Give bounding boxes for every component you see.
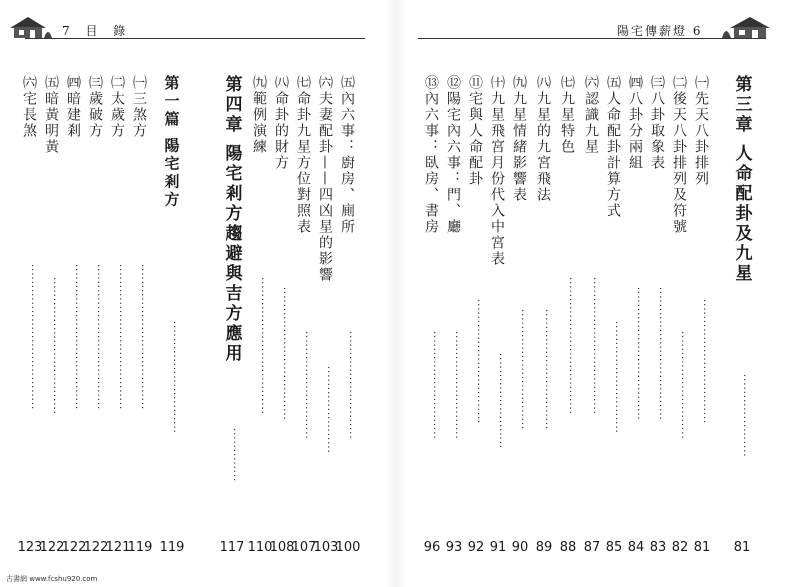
toc-page-number: 119 [159, 540, 185, 555]
toc-entry: ㈦命卦九星方位對照表 [295, 75, 311, 235]
toc-page-number: 100 [335, 540, 361, 555]
toc-entry: ㈩九星飛宮月份代入中宮表 [489, 75, 505, 267]
toc-entry: ㈧九星的九宮飛法 [535, 75, 551, 203]
dot-leader: ·························· [300, 331, 311, 440]
toc-entry: ㈡後天八卦排列及符號 [671, 75, 687, 235]
toc-entry: ⑬內六事：臥房、書房 [423, 75, 439, 235]
toc-page-number: 107 [291, 540, 317, 555]
toc-page-number: 85 [605, 540, 623, 555]
toc-page-number: 91 [489, 540, 507, 555]
dot-leader: ·························· [450, 331, 461, 440]
toc-page-number: 122 [61, 540, 87, 555]
dot-leader: ································ [632, 286, 643, 421]
page-gutter [385, 0, 407, 587]
toc-entry: ⑫陽宅內六事：門、廳 [445, 75, 461, 235]
toc-entry: ㈣八卦分兩組 [627, 75, 643, 171]
footer-watermark: 古書網 www.fcshu920.com [6, 575, 98, 583]
dot-leader: ············· [228, 428, 239, 483]
toc-page-number: 89 [535, 540, 553, 555]
dot-leader: ····························· [540, 308, 551, 431]
dot-leader: ·························· [344, 331, 355, 440]
dot-leader: ································· [564, 276, 575, 415]
toc-page-number: 81 [693, 540, 711, 555]
house-logo-icon [8, 14, 54, 40]
toc-page-number: 82 [671, 540, 689, 555]
dot-leader: ··························· [168, 321, 179, 434]
toc-page-number: 119 [127, 540, 153, 555]
toc-heading: 第四章 陽宅剎方趨避與吉方應用 [221, 75, 242, 364]
toc-entry: ㈢八卦取象表 [649, 75, 665, 171]
header-rule-left [25, 38, 365, 39]
toc-page-number: 123 [17, 540, 43, 555]
dot-leader: ································ [278, 286, 289, 421]
header-left: 7 目 錄 [62, 24, 132, 38]
toc-page-number: 122 [83, 540, 109, 555]
house-logo-icon [722, 14, 774, 40]
dot-leader: ···················· [738, 373, 749, 458]
toc-page-number: 81 [733, 540, 751, 555]
dot-leader: ··································· [114, 264, 125, 411]
toc-entry: ㈥夫妻配卦——四凶星的影響 [317, 75, 333, 283]
dot-leader: ··························· [610, 321, 621, 434]
toc-page-number: 87 [583, 540, 601, 555]
toc-entry: ㈤人命配卦計算方式 [605, 75, 621, 219]
dot-leader: ··································· [26, 264, 37, 411]
toc-entry: ㈡太歲方 [109, 75, 125, 139]
toc-entry: ㈥宅長煞 [21, 75, 37, 139]
dot-leader: ······························ [698, 298, 709, 425]
toc-heading: 第一篇 陽宅剎方 [162, 75, 181, 210]
toc-entry: ㈧命卦的財方 [273, 75, 289, 171]
toc-entry: ㈠先天八卦排列 [693, 75, 709, 187]
toc-page-number: 88 [559, 540, 577, 555]
toc-page-number: 84 [627, 540, 645, 555]
dot-leader: ····················· [322, 365, 333, 454]
toc-page-number: 83 [649, 540, 667, 555]
dot-leader: ································· [48, 276, 59, 415]
dot-leader: ····························· [516, 308, 527, 431]
toc-entry: ㈤內六事：廚房、廁所 [339, 75, 355, 235]
dot-leader: ································· [588, 276, 599, 415]
toc-entry: ㈥認識九星 [583, 75, 599, 155]
header-rule-right [418, 38, 766, 39]
dot-leader: ·························· [676, 331, 687, 440]
toc-page-number: 93 [445, 540, 463, 555]
toc-page-number: 122 [39, 540, 65, 555]
dot-leader: ··································· [70, 264, 81, 411]
toc-page-number: 90 [511, 540, 529, 555]
toc-entry: ㈤暗黃明黃 [43, 75, 59, 155]
dot-leader: ································ [654, 286, 665, 421]
toc-page-number: 92 [467, 540, 485, 555]
toc-entry: ㈨範例演練 [251, 75, 267, 155]
dot-leader: ·························· [428, 331, 439, 440]
toc-entry: ㈣暗建剎 [65, 75, 81, 139]
toc-page-number: 96 [423, 540, 441, 555]
dot-leader: ······························ [472, 298, 483, 425]
toc-page-number: 117 [219, 540, 245, 555]
header-right: 陽宅傳薪燈 6 [617, 24, 703, 38]
toc-entry: ㈢歲破方 [87, 75, 103, 139]
dot-leader: ······················· [494, 353, 505, 450]
dot-leader: ··································· [92, 264, 103, 411]
toc-page-number: 103 [313, 540, 339, 555]
toc-entry: ㈠三煞方 [131, 75, 147, 139]
toc-entry: ㈨九星情緒影響表 [511, 75, 527, 203]
toc-page-number: 110 [247, 540, 273, 555]
dot-leader: ··································· [136, 264, 147, 411]
toc-entry: ⑪宅與人命配卦 [467, 75, 483, 187]
dot-leader: ································· [256, 276, 267, 415]
toc-entry: ㈦九星特色 [559, 75, 575, 155]
toc-page-number: 121 [105, 540, 131, 555]
toc-page-number: 108 [269, 540, 295, 555]
toc-heading: 第三章 人命配卦及九星 [731, 75, 752, 284]
